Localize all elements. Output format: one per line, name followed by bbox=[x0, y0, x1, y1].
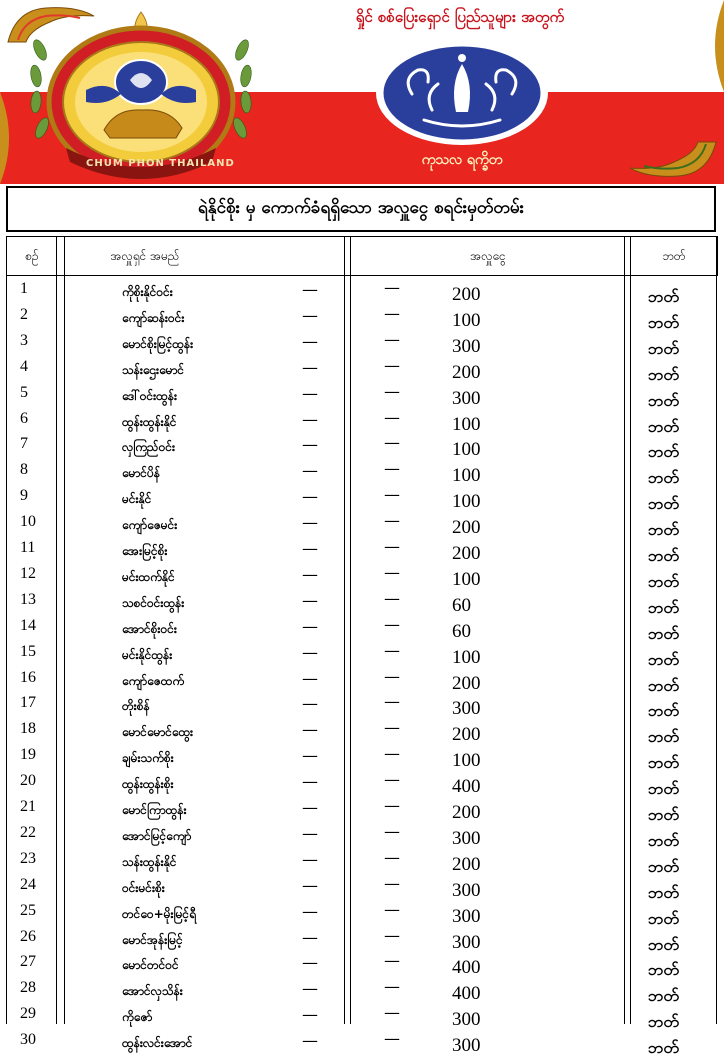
row-number: 1 bbox=[20, 280, 28, 297]
header-unit: ဘတ် bbox=[662, 249, 686, 263]
currency-unit: ဘတ် bbox=[648, 779, 679, 799]
donation-amount: 400 bbox=[452, 983, 481, 1005]
dash-mark: — bbox=[384, 433, 400, 453]
dash-mark: — bbox=[384, 511, 400, 531]
dash-mark: — bbox=[302, 513, 318, 533]
donor-name: ထွန်းလင်းအောင် bbox=[122, 1036, 193, 1051]
header-no: စဉ် bbox=[25, 249, 39, 263]
donation-amount: 300 bbox=[452, 335, 481, 357]
currency-unit: ဘတ် bbox=[648, 623, 679, 643]
dash-mark: — bbox=[302, 798, 318, 817]
dash-mark: — bbox=[384, 355, 400, 375]
dash-mark: — bbox=[384, 407, 400, 427]
currency-unit: ဘတ် bbox=[648, 1038, 679, 1058]
currency-unit: ဘတ် bbox=[648, 753, 679, 773]
currency-unit: ဘတ် bbox=[648, 960, 679, 980]
currency-unit: ဘတ် bbox=[648, 701, 679, 721]
currency-unit: ဘတ် bbox=[648, 468, 679, 488]
donation-amount: 100 bbox=[452, 491, 481, 513]
donor-name: တင်ဝေ+မိုးမြင့်ရီ bbox=[122, 906, 196, 921]
donation-amount: 100 bbox=[452, 439, 481, 461]
dash-mark: — bbox=[384, 640, 400, 660]
blue-round-seal-icon bbox=[372, 38, 552, 148]
currency-unit: ဘတ် bbox=[648, 494, 679, 514]
donation-amount: 200 bbox=[452, 284, 481, 305]
dash-mark: — bbox=[384, 951, 400, 971]
row-number: 25 bbox=[20, 901, 36, 919]
dash-mark: — bbox=[302, 668, 318, 688]
dash-mark: — bbox=[302, 409, 318, 429]
table-row bbox=[6, 718, 718, 747]
donation-amount: 60 bbox=[452, 594, 471, 616]
dash-mark: — bbox=[302, 331, 318, 351]
dash-mark: — bbox=[384, 381, 400, 401]
dash-mark: — bbox=[302, 357, 318, 377]
dash-mark: — bbox=[302, 1005, 318, 1025]
dash-mark: — bbox=[384, 796, 400, 815]
seal-subtitle: ကုသလ ရက္ခိတ bbox=[421, 152, 503, 168]
donor-name: ကျော်ဆန်းဝင်း bbox=[122, 310, 185, 325]
dash-mark: — bbox=[302, 280, 318, 299]
currency-unit: ဘတ် bbox=[648, 546, 679, 565]
donation-amount: 100 bbox=[452, 750, 481, 772]
table-row bbox=[6, 770, 718, 799]
dash-mark: — bbox=[302, 305, 318, 325]
donation-amount: 100 bbox=[452, 465, 481, 487]
donor-name: ချမ်းသက်စိုး bbox=[122, 751, 174, 766]
row-number: 26 bbox=[20, 927, 36, 945]
donor-name: သန်းထွန်းနိုင် bbox=[122, 854, 177, 869]
dash-mark: — bbox=[302, 953, 318, 973]
donor-name: ကိုဇော် bbox=[122, 1010, 153, 1025]
donor-name: မောင်စိုးမြင့်ထွန်း bbox=[122, 336, 194, 351]
dash-mark: — bbox=[302, 590, 318, 610]
dash-mark: — bbox=[302, 616, 318, 636]
dash-mark: — bbox=[302, 642, 318, 662]
row-number: 16 bbox=[20, 668, 36, 686]
dash-mark: — bbox=[384, 485, 400, 505]
donation-amount: 100 bbox=[452, 646, 481, 668]
row-number: 28 bbox=[20, 979, 36, 997]
side-ornament-icon bbox=[702, 0, 724, 92]
table-row bbox=[6, 433, 718, 462]
table-header bbox=[6, 236, 718, 276]
row-number: 21 bbox=[20, 798, 36, 815]
donation-amount: 200 bbox=[452, 361, 481, 383]
row-number: 14 bbox=[20, 616, 36, 634]
dash-mark: — bbox=[302, 849, 318, 869]
dash-mark: — bbox=[302, 564, 318, 584]
donation-amount: 100 bbox=[452, 413, 481, 435]
table-row bbox=[6, 692, 718, 721]
dash-mark: — bbox=[302, 720, 318, 740]
donor-name: မောင်တင်ဝင် bbox=[122, 958, 179, 973]
currency-unit: ဘတ် bbox=[648, 442, 679, 462]
table-row bbox=[6, 641, 718, 667]
donor-name: မောင်ပိန် bbox=[122, 466, 161, 481]
dash-mark: — bbox=[302, 694, 318, 714]
donor-name: မင်းနိုင် bbox=[122, 492, 152, 507]
currency-unit: ဘတ် bbox=[648, 856, 679, 876]
donation-amount: 200 bbox=[452, 802, 481, 823]
donation-amount: 300 bbox=[452, 879, 481, 901]
table-row bbox=[6, 744, 718, 773]
table-row bbox=[6, 977, 718, 1006]
table-row bbox=[6, 615, 718, 641]
header-name: အလှူရှင် အမည် bbox=[110, 249, 180, 263]
table-row bbox=[6, 278, 718, 304]
row-number: 13 bbox=[20, 590, 36, 608]
dash-mark: — bbox=[302, 461, 318, 481]
currency-unit: ဘတ် bbox=[648, 597, 679, 617]
dash-mark: — bbox=[384, 1003, 400, 1023]
side-ornament-icon bbox=[0, 92, 22, 184]
donor-name: သန်းဌေးမောင် bbox=[122, 362, 185, 377]
donation-amount: 60 bbox=[452, 620, 471, 642]
row-number: 11 bbox=[20, 539, 36, 556]
donor-name: မောင်ကြာထွန်း bbox=[122, 803, 187, 817]
donation-amount: 400 bbox=[452, 776, 481, 798]
row-number: 3 bbox=[20, 331, 28, 349]
donation-amount: 100 bbox=[452, 309, 481, 331]
dash-mark: — bbox=[384, 329, 400, 349]
currency-unit: ဘတ် bbox=[648, 986, 679, 1006]
dash-mark: — bbox=[302, 539, 318, 558]
dash-mark: — bbox=[384, 847, 400, 867]
donor-name: အေးမြင့်စိုး bbox=[122, 544, 168, 558]
corner-ornament-icon bbox=[628, 140, 718, 180]
dash-mark: — bbox=[384, 614, 400, 634]
row-number: 2 bbox=[20, 305, 28, 323]
currency-unit: ဘတ် bbox=[648, 287, 679, 306]
donation-amount: 200 bbox=[452, 853, 481, 875]
donor-name: မောင်အုန်းမြင့် bbox=[122, 932, 183, 947]
dash-mark: — bbox=[302, 772, 318, 792]
donor-name: အောင်စိုးဝင်း bbox=[122, 621, 177, 636]
donor-name: ဝင်းမင်းစိုး bbox=[122, 880, 165, 895]
donation-amount: 300 bbox=[452, 1009, 481, 1031]
donation-amount: 300 bbox=[452, 827, 481, 849]
currency-unit: ဘတ် bbox=[648, 571, 679, 591]
currency-unit: ဘတ် bbox=[648, 312, 679, 332]
dash-mark: — bbox=[302, 435, 318, 455]
row-number: 23 bbox=[20, 849, 36, 867]
table-row bbox=[6, 900, 718, 926]
currency-unit: ဘတ် bbox=[648, 390, 679, 410]
dash-mark: — bbox=[384, 588, 400, 608]
row-number: 17 bbox=[20, 694, 36, 712]
row-number: 7 bbox=[20, 435, 28, 453]
table-row bbox=[6, 330, 718, 356]
dash-mark: — bbox=[384, 459, 400, 479]
table-row bbox=[6, 1029, 718, 1058]
dash-mark: — bbox=[302, 979, 318, 999]
dash-mark: — bbox=[302, 383, 318, 403]
row-number: 12 bbox=[20, 564, 36, 582]
organization-seal bbox=[26, 10, 256, 180]
table-row bbox=[6, 667, 718, 693]
donation-amount: 300 bbox=[452, 1035, 481, 1057]
row-number: 30 bbox=[20, 1031, 36, 1049]
currency-unit: ဘတ် bbox=[648, 364, 679, 384]
donation-table bbox=[6, 236, 718, 1058]
donation-amount: 300 bbox=[452, 387, 481, 409]
dash-mark: — bbox=[302, 1031, 318, 1051]
currency-unit: ဘတ် bbox=[648, 934, 679, 954]
dash-mark: — bbox=[384, 925, 400, 945]
table-row bbox=[6, 589, 718, 615]
currency-unit: ဘတ် bbox=[648, 649, 679, 669]
currency-unit: ဘတ် bbox=[648, 727, 679, 747]
dash-mark: — bbox=[384, 562, 400, 582]
currency-unit: ဘတ် bbox=[648, 416, 679, 436]
donation-amount: 200 bbox=[452, 543, 481, 564]
donation-amount: 100 bbox=[452, 568, 481, 590]
dash-mark: — bbox=[302, 901, 318, 921]
currency-unit: ဘတ် bbox=[648, 830, 679, 850]
dash-mark: — bbox=[302, 823, 318, 843]
donor-name: ကျော်ဇေထက် bbox=[122, 673, 185, 688]
donation-amount: 300 bbox=[452, 931, 481, 953]
row-number: 19 bbox=[20, 746, 36, 764]
donor-name: မောင်မောင်ထွေး bbox=[122, 725, 194, 740]
dash-mark: — bbox=[384, 537, 400, 556]
table-row bbox=[6, 874, 718, 900]
dash-mark: — bbox=[384, 303, 400, 323]
row-number: 27 bbox=[20, 953, 36, 971]
donor-name: ကျော်ဇေမင်း bbox=[122, 518, 178, 533]
seal-caption: CHUM PHON THAILAND bbox=[86, 158, 235, 169]
currency-unit: ဘတ် bbox=[648, 675, 679, 695]
dash-mark: — bbox=[384, 770, 400, 790]
header-amount: အလှူငွေ bbox=[470, 249, 506, 263]
guardian-seal bbox=[372, 38, 552, 148]
row-number: 9 bbox=[20, 487, 28, 505]
donor-name: အောင်မြင့်ကျော် bbox=[122, 828, 192, 843]
currency-unit: ဘတ် bbox=[648, 882, 679, 902]
dash-mark: — bbox=[384, 899, 400, 919]
donor-name: အောင်လှသိန်း bbox=[122, 984, 183, 999]
donation-amount: 400 bbox=[452, 957, 481, 979]
table-row bbox=[6, 563, 718, 589]
dash-mark: — bbox=[384, 744, 400, 764]
dash-mark: — bbox=[384, 873, 400, 893]
row-number: 15 bbox=[20, 642, 36, 660]
table-row bbox=[6, 356, 718, 382]
row-number: 29 bbox=[20, 1005, 36, 1023]
dash-mark: — bbox=[302, 746, 318, 766]
table-row bbox=[6, 485, 718, 514]
dash-mark: — bbox=[384, 977, 400, 997]
donor-name: ဒေါ်ဝင်းထွန်း bbox=[122, 388, 178, 403]
dash-mark: — bbox=[384, 718, 400, 738]
row-number: 20 bbox=[20, 772, 36, 790]
seal-emblem-icon bbox=[26, 10, 256, 180]
table-row bbox=[6, 304, 718, 330]
donation-amount: 200 bbox=[452, 517, 481, 539]
table-row bbox=[6, 926, 718, 952]
table-row bbox=[6, 537, 718, 563]
table-row bbox=[6, 822, 718, 848]
donor-name: လှကြည်ဝင်း bbox=[122, 440, 176, 455]
donor-name: သစင်ဝင်းထွန်း bbox=[122, 595, 185, 610]
row-number: 4 bbox=[20, 357, 28, 375]
dash-mark: — bbox=[384, 821, 400, 841]
donation-amount: 300 bbox=[452, 698, 481, 720]
row-number: 24 bbox=[20, 875, 36, 893]
table-row bbox=[6, 511, 718, 540]
currency-unit: ဘတ် bbox=[648, 1012, 679, 1032]
dash-mark: — bbox=[384, 278, 400, 297]
currency-unit: ဘတ် bbox=[648, 520, 679, 540]
row-number: 8 bbox=[20, 461, 28, 479]
table-row bbox=[6, 951, 718, 980]
row-number: 6 bbox=[20, 409, 28, 427]
donor-name: ကိုစိုးနိုင်ဝင်း bbox=[122, 285, 173, 299]
dash-mark: — bbox=[384, 666, 400, 686]
banner-title: ရှိုင် စစ်ပြေးရှောင် ပြည်သူများ အတွက် bbox=[355, 8, 565, 26]
donor-name: မင်းနိုင်ထွန်း bbox=[122, 647, 173, 662]
donation-amount: 300 bbox=[452, 905, 481, 927]
currency-unit: ဘတ် bbox=[648, 338, 679, 358]
dash-mark: — bbox=[302, 927, 318, 947]
table-row bbox=[6, 408, 718, 434]
document-title: ရဲနိုင်စိုး မှ ကောက်ခံရရှိသော အလှူငွေ စရင်းမှတ်တမ်း bbox=[6, 186, 716, 232]
table-row bbox=[6, 1003, 718, 1032]
header-banner bbox=[0, 0, 724, 184]
donation-amount: 200 bbox=[452, 672, 481, 694]
dash-mark: — bbox=[384, 692, 400, 712]
row-number: 18 bbox=[20, 720, 36, 738]
table-row bbox=[6, 459, 718, 488]
dash-mark: — bbox=[302, 487, 318, 507]
table-row bbox=[6, 382, 718, 408]
currency-unit: ဘတ် bbox=[648, 908, 679, 928]
donor-name: ထွန်းထွန်းနိုင် bbox=[122, 414, 177, 429]
currency-unit: ဘတ် bbox=[648, 805, 679, 824]
row-number: 10 bbox=[20, 513, 36, 531]
table-row bbox=[6, 848, 718, 874]
donor-name: ထွန်းထွန်းစိုး bbox=[122, 777, 174, 792]
dash-mark: — bbox=[384, 1029, 400, 1049]
dash-mark: — bbox=[302, 875, 318, 895]
donor-name: မင်းထက်နိုင် bbox=[122, 569, 175, 584]
donor-name: တိုးစိန် bbox=[122, 699, 150, 714]
row-number: 5 bbox=[20, 383, 28, 401]
row-number: 22 bbox=[20, 823, 36, 841]
table-row bbox=[6, 796, 718, 822]
donation-amount: 200 bbox=[452, 724, 481, 746]
